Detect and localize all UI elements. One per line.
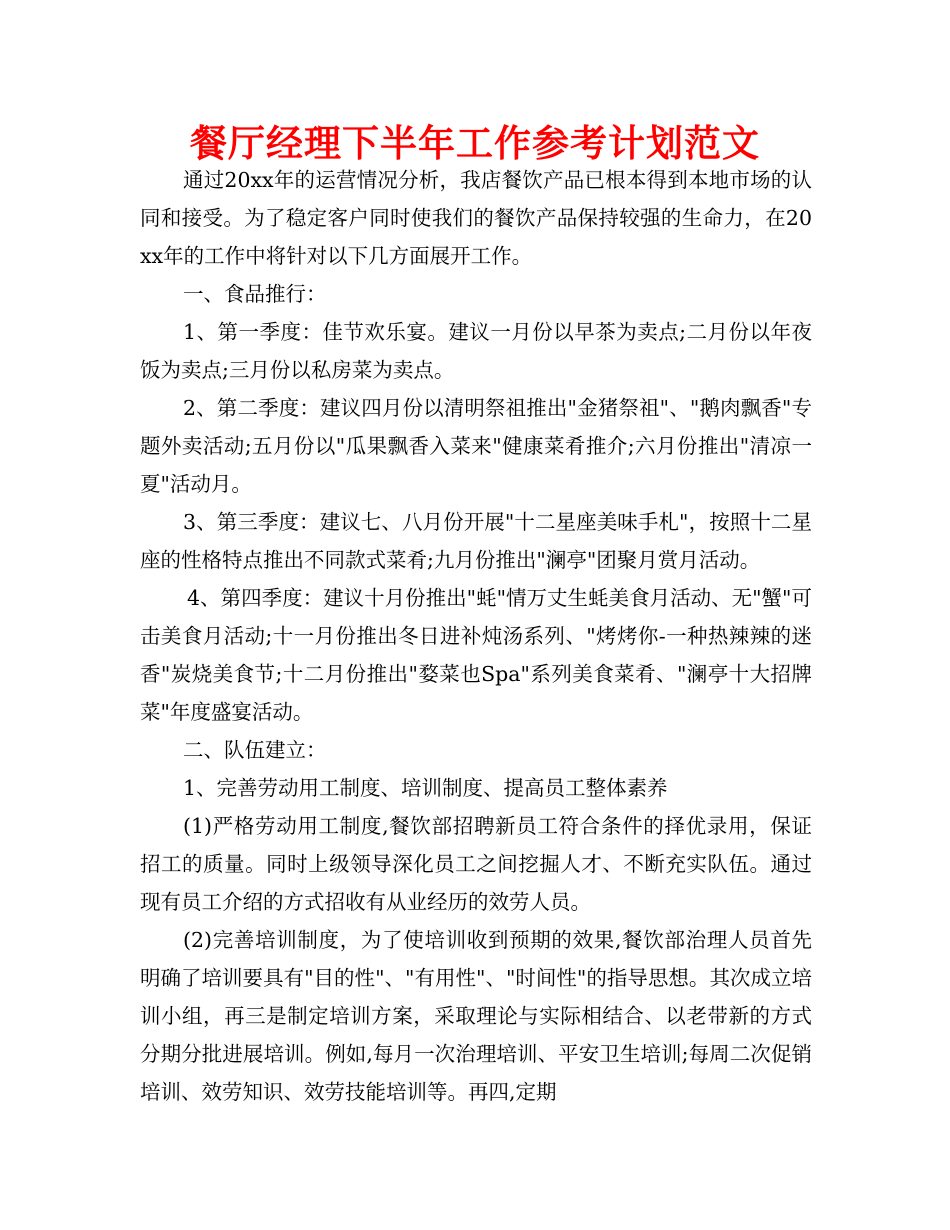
section-heading-food-promotion: 一、食品推行： (183, 282, 327, 306)
paragraph-q1: 1、第一季度：佳节欢乐宴。建议一月份以早茶为卖点;二月份以年夜饭为卖点;三月份以私房菜为卖点。 (140, 320, 812, 382)
paragraph-recruitment: (1)严格劳动用工制度,餐饮部招聘新员工符合条件的择优录用，保证招工的质量。同时上级领导深化员工之间挖掘人才、不断充实队伍。通过现有员工介绍的方式招收有从业经历的效劳人员。 (140, 814, 812, 914)
paragraph-training: (2)完善培训制度，为了使培训收到预期的效果,餐饮部治理人员首先明确了培训要具有"目的性"、"有用性"、"时间性"的指导思想。其次成立培训小组，再三是制定培训方案，采取理论与实际相结合、以老带新的方式分期分批进展培训。例如,每月一次治理培训、平安卫生培训;每周二次促销培训、效劳知识、效劳技能培训等。再四,定期 (140, 928, 812, 1104)
document-title: 餐厅经理下半年工作参考计划范文 (190, 122, 760, 165)
document-body (140, 161, 812, 1111)
paragraph-q2: 2、第二季度：建议四月份以清明祭祖推出"金猪祭祖"、"鹅肉飘香"专题外卖活动;五月份以"瓜果飘香入菜来"健康菜肴推介;六月份推出"清凉一夏"活动月。 (140, 396, 812, 496)
paragraph-q4: 4、第四季度：建议十月份推出"蚝"情万丈生蚝美食月活动、无"蟹"可击美食月活动;十一月份推出冬日进补炖汤系列、"烤烤你-一种热辣辣的迷香"炭烧美食节;十二月份推出"婺菜也Spa"系列美食菜肴、"澜亭十大招牌菜"年度盛宴活动。 (140, 586, 812, 724)
section-heading-team-building: 二、队伍建立： (183, 738, 327, 762)
intro-paragraph: 通过20xx年的运营情况分析，我店餐饮产品已根本得到本地市场的认同和接受。为了稳定客户同时使我们的餐饮产品保持较强的生命力，在20xx年的工作中将针对以下几方面展开工作。 (140, 168, 812, 268)
paragraph-q3: 3、第三季度：建议七、八月份开展"十二星座美味手札"，按照十二星座的性格特点推出不同款式菜肴;九月份推出"澜亭"团聚月赏月活动。 (140, 510, 812, 572)
paragraph-labor-system: 1、完善劳动用工制度、培训制度、提高员工整体素养 (183, 776, 668, 800)
